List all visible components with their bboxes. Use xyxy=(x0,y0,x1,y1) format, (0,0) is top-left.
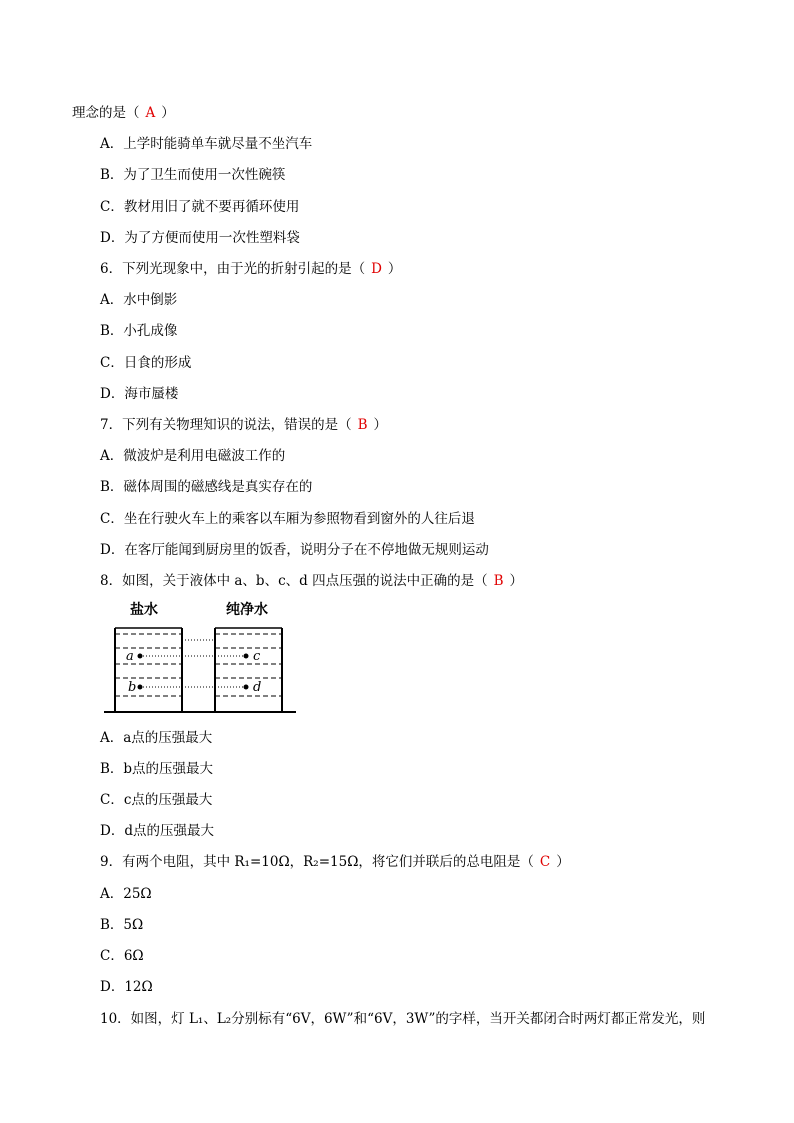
q8-option-d: D．d点的压强最大 xyxy=(100,823,214,839)
point-b-marker xyxy=(138,685,143,690)
q10-stem: 10．如图，灯 L₁、L₂分别标有“6V，6W”和“6V，3W”的字样，当开关都闭合时两灯都正常发光，则 xyxy=(100,1011,706,1027)
q7-option-b: B．磁体周围的磁感线是真实存在的 xyxy=(100,479,313,495)
q7-stem: 7．下列有关物理知识的说法，错误的是（ B ） xyxy=(100,417,388,433)
point-d-label: d xyxy=(253,680,262,695)
q8-option-a: A．a点的压强最大 xyxy=(100,730,213,746)
point-b-label: b xyxy=(128,680,137,695)
q6-stem: 6．下列光现象中，由于光的折射引起的是（ D ） xyxy=(100,261,402,277)
pure-water-container xyxy=(215,628,282,712)
q5-stem: 理念的是（ A ） xyxy=(72,105,175,121)
point-c-label: c xyxy=(253,649,261,664)
q8-option-b: B．b点的压强最大 xyxy=(100,761,214,777)
salt-water-container xyxy=(115,628,182,712)
salt-water-label: 盐水 xyxy=(130,602,158,618)
q5-option-d: D．为了方便而使用一次性塑料袋 xyxy=(100,230,300,246)
q7-option-c: C．坐在行驶火车上的乘客以车厢为参照物看到窗外的人往后退 xyxy=(100,511,475,527)
q9-stem: 9．有两个电阻，其中 R₁=10Ω，R₂=15Ω，将它们并联后的总电阻是（ C ） xyxy=(100,854,570,870)
q8-stem: 8．如图，关于液体中 a、b、c、d 四点压强的说法中正确的是（ B ） xyxy=(100,573,523,589)
q6-option-a: A．水中倒影 xyxy=(100,292,178,308)
q9-option-c: C．6Ω xyxy=(100,948,144,964)
q9-option-d: D．12Ω xyxy=(100,979,153,995)
point-c-marker xyxy=(244,654,249,659)
q7-option-d: D．在客厅能闻到厨房里的饭香，说明分子在不停地做无规则运动 xyxy=(100,542,489,558)
q6-option-d: D．海市蜃楼 xyxy=(100,386,179,402)
point-a-marker xyxy=(138,654,143,659)
point-d-marker xyxy=(244,685,249,690)
q5-option-a: A．上学时能骑单车就尽量不坐汽车 xyxy=(100,136,313,152)
q5-answer: A xyxy=(145,105,156,121)
q6-option-b: B．小孔成像 xyxy=(100,323,178,339)
q8-figure xyxy=(100,596,300,716)
q7-option-a: A．微波炉是利用电磁波工作的 xyxy=(100,448,286,464)
q9-option-a: A．25Ω xyxy=(100,886,152,902)
q5-option-b: B．为了卫生而使用一次性碗筷 xyxy=(100,167,286,183)
q6-option-c: C．日食的形成 xyxy=(100,355,192,371)
q6-answer: D xyxy=(371,261,382,277)
point-a-label: a xyxy=(126,649,134,664)
q7-answer: B xyxy=(357,417,368,433)
q5-option-c: C．教材用旧了就不要再循环使用 xyxy=(100,199,300,215)
q8-option-c: C．c点的压强最大 xyxy=(100,792,213,808)
pure-water-label: 纯净水 xyxy=(226,602,268,618)
q8-answer: B xyxy=(493,573,504,589)
q9-answer: C xyxy=(539,854,551,870)
q9-option-b: B．5Ω xyxy=(100,917,144,933)
